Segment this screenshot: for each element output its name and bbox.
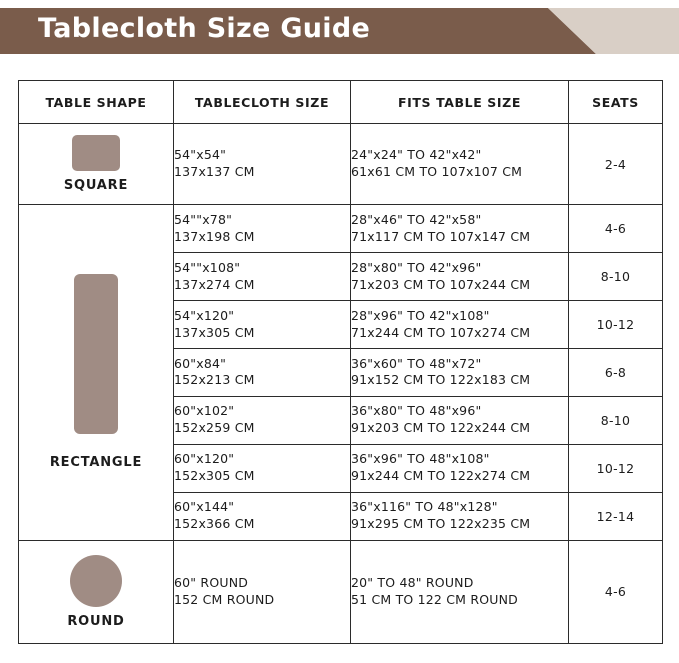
fits-cm: 71x203 CM TO 107x244 CM	[351, 276, 531, 292]
fits-cm: 71x117 CM TO 107x147 CM	[351, 228, 531, 244]
fits-cell	[351, 205, 569, 253]
size-cm: 152x213 CM	[174, 372, 255, 388]
fits-inches: 24"x24" TO 42"x42"	[351, 147, 482, 163]
size-inches: 60"x102"	[174, 403, 235, 419]
circle-swatch-icon	[70, 555, 122, 607]
fits-cm: 71x244 CM TO 107x274 CM	[351, 324, 531, 340]
size-cm: 152x366 CM	[174, 516, 255, 532]
fits-cm: 91x244 CM TO 122x274 CM	[351, 468, 531, 484]
fits-inches: 28"x80" TO 42"x96"	[351, 259, 482, 275]
fits-inches: 28"x46" TO 42"x58"	[351, 211, 482, 227]
fits-cell	[351, 540, 569, 643]
shape-label-rectangle: RECTANGLE	[49, 455, 143, 471]
fits-inches: 36"x96" TO 48"x108"	[351, 451, 490, 467]
column-header-fits-table-size: FITS TABLE SIZE	[351, 81, 569, 124]
seats-cell: 6-8	[569, 348, 663, 396]
size-inches: 60"x120"	[174, 451, 235, 467]
size-cm: 137x198 CM	[174, 228, 255, 244]
table-row	[19, 205, 663, 253]
size-cell	[174, 444, 351, 492]
table-header-row	[19, 81, 663, 124]
fits-cell	[351, 444, 569, 492]
seats-cell: 8-10	[569, 253, 663, 301]
seats-cell: 10-12	[569, 301, 663, 349]
size-inches: 60"x144"	[174, 499, 235, 515]
size-cm: 137x137 CM	[174, 164, 255, 180]
size-cm: 137x274 CM	[174, 276, 255, 292]
size-cell	[174, 540, 351, 643]
size-cell	[174, 301, 351, 349]
size-cell	[174, 124, 351, 205]
size-cell	[174, 253, 351, 301]
fits-cell	[351, 253, 569, 301]
fits-inches: 36"x60" TO 48"x72"	[351, 355, 482, 371]
column-header-tablecloth-size: TABLECLOTH SIZE	[174, 81, 351, 124]
fits-cell	[351, 492, 569, 540]
size-cm: 137x305 CM	[174, 324, 255, 340]
fits-cell	[351, 124, 569, 205]
seats-cell: 10-12	[569, 444, 663, 492]
size-inches: 54""x78"	[174, 211, 233, 227]
table-row	[19, 124, 663, 205]
size-cell	[174, 396, 351, 444]
size-inches: 60"x84"	[174, 355, 227, 371]
size-inches: 54"x120"	[174, 307, 235, 323]
fits-cm: 61x61 CM TO 107x107 CM	[351, 164, 523, 180]
fits-cm: 91x295 CM TO 122x235 CM	[351, 516, 531, 532]
square-swatch-icon	[72, 135, 120, 171]
shape-label-square: SQUARE	[63, 178, 129, 194]
seats-cell: 12-14	[569, 492, 663, 540]
column-header-seats: SEATS	[569, 81, 663, 124]
size-cell	[174, 492, 351, 540]
size-cell	[174, 205, 351, 253]
shape-cell-rectangle	[19, 205, 174, 540]
fits-cell	[351, 348, 569, 396]
shape-label-round: ROUND	[67, 613, 125, 629]
size-inches: 54""x108"	[174, 259, 241, 275]
seats-cell: 4-6	[569, 540, 663, 643]
size-table-wrapper	[18, 80, 662, 644]
fits-cm: 91x203 CM TO 122x244 CM	[351, 420, 531, 436]
fits-cell	[351, 301, 569, 349]
size-inches: 60" ROUND	[174, 574, 249, 590]
size-cm: 152 CM ROUND	[174, 591, 275, 607]
size-cell	[174, 348, 351, 396]
size-table	[18, 80, 663, 644]
header-banner	[0, 0, 679, 60]
fits-cm: 91x152 CM TO 122x183 CM	[351, 372, 531, 388]
fits-inches: 36"x80" TO 48"x96"	[351, 403, 482, 419]
size-cm: 152x259 CM	[174, 420, 255, 436]
fits-inches: 28"x96" TO 42"x108"	[351, 307, 490, 323]
shape-cell-square	[19, 124, 174, 205]
size-cm: 152x305 CM	[174, 468, 255, 484]
seats-cell: 2-4	[569, 124, 663, 205]
size-inches: 54"x54"	[174, 147, 227, 163]
fits-cm: 51 CM TO 122 CM ROUND	[351, 591, 518, 607]
fits-cell	[351, 396, 569, 444]
shape-cell-round	[19, 540, 174, 643]
table-row	[19, 540, 663, 643]
rectangle-swatch-icon	[74, 274, 118, 434]
fits-inches: 36"x116" TO 48"x128"	[351, 499, 498, 515]
page-title: Tablecloth Size Guide	[38, 13, 371, 44]
column-header-table-shape: TABLE SHAPE	[19, 81, 174, 124]
fits-inches: 20" TO 48" ROUND	[351, 574, 474, 590]
seats-cell: 8-10	[569, 396, 663, 444]
seats-cell: 4-6	[569, 205, 663, 253]
